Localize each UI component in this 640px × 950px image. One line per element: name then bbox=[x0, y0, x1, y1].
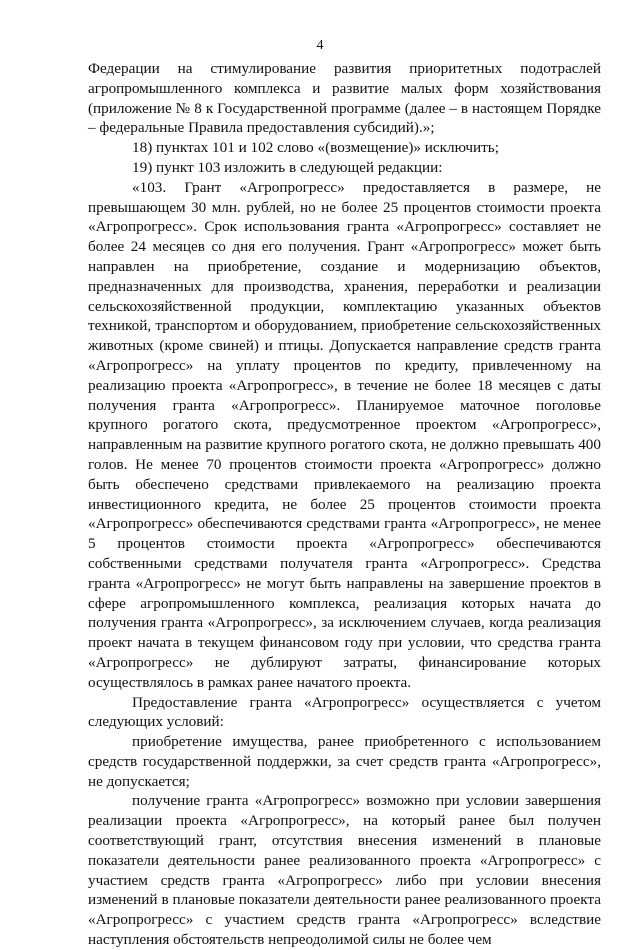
paragraph-grant-conditions-intro: Предоставление гранта «Агропрогресс» осуществляется с учетом следующих условий: bbox=[88, 693, 601, 731]
paragraph-condition-property: приобретение имущества, ранее приобретенного с использованием средств государственной поддержки, за счет средств гранта «Агропрогресс», не допускается; bbox=[88, 733, 601, 790]
document-body bbox=[88, 59, 601, 950]
page-number: 4 bbox=[316, 38, 324, 53]
paragraph-federal-rules: Федерации на стимулирование развития приоритетных подотраслей агропромышленного комплекса и развитие малых форм хозяйствования (приложение № 8 к Государственной программе (далее – в настоящем Порядке – федеральные Правила предоставления субсидий).»; bbox=[88, 60, 601, 137]
paragraph-item-19: 19) пункт 103 изложить в следующей редакции: bbox=[132, 158, 443, 176]
paragraph-clause-103: «103. Грант «Агропрогресс» предоставляется в размере, не превышающем 30 млн. рублей, но не более 25 процентов стоимости проекта «Агропрогресс». Срок использования гранта «Агропрогресс» составляет не более 24 месяцев со дня его получения. Грант «Агропрогресс» может быть направлен на приобретение, создание и модернизацию объектов, предназначенных для производства, хранения, переработки и реализации сельскохозяйственной продукции, комплектацию указанных объектов техникой, транспортом и оборудованием, приобретение сельскохозяйственных животных (кроме свиней) и птицы. Допускается направление средств гранта «Агропрогресс» на уплату процентов по кредиту, привлеченному на реализацию проекта «Агропрогресс», в течение не более 18 месяцев с даты получения гранта «Агропрогресс». Планируемое маточное поголовье крупного рогатого скота, предусмотренное проектом «Агропрогресс», направленным на развитие крупного рогатого скота, не должно превышать 400 голов. Не менее 70 процентов стоимости проекта «Агропрогресс» должно быть обеспечено средствами привлекаемого на реализацию проекта инвестиционного кредита, не более 25 процентов стоимости проекта «Агропрогресс» обеспечиваются средствами гранта «Агропрогресс», не менее 5 процентов стоимости проекта «Агропрогресс» обеспечиваются собственными средствами получателя гранта «Агропрогресс». Средства гранта «Агропрогресс» не могут быть направлены на завершение проектов в сфере агропромышленного комплекса, реализация которых начата до получения гранта «Агропрогресс», за исключением случаев, когда реализация проект начата в текущем финансовом году при условии, что средства гранта «Агропрогресс» не дублируют затраты, финансирование которых осуществлялось в рамках ранее начатого проекта. bbox=[88, 178, 601, 691]
paragraph-item-18: 18) пунктах 101 и 102 слово «(возмещение)» исключить; bbox=[132, 139, 499, 157]
paragraph-condition-completion: получение гранта «Агропрогресс» возможно при условии завершения реализации проекта «Агропрогресс», на который ранее был получен соответствующий грант, отсутствия внесения изменений в плановые показатели деятельности ранее реализованного проекта «Агропрогресс» с участием средств гранта «Агропрогресс» либо при условии внесения изменений в плановые показатели деятельности ранее реализованного проекта «Агропрогресс» с участием средств гранта «Агропрогресс» вследствие наступления обстоятельств непреодолимой силы не более чем bbox=[88, 792, 601, 949]
